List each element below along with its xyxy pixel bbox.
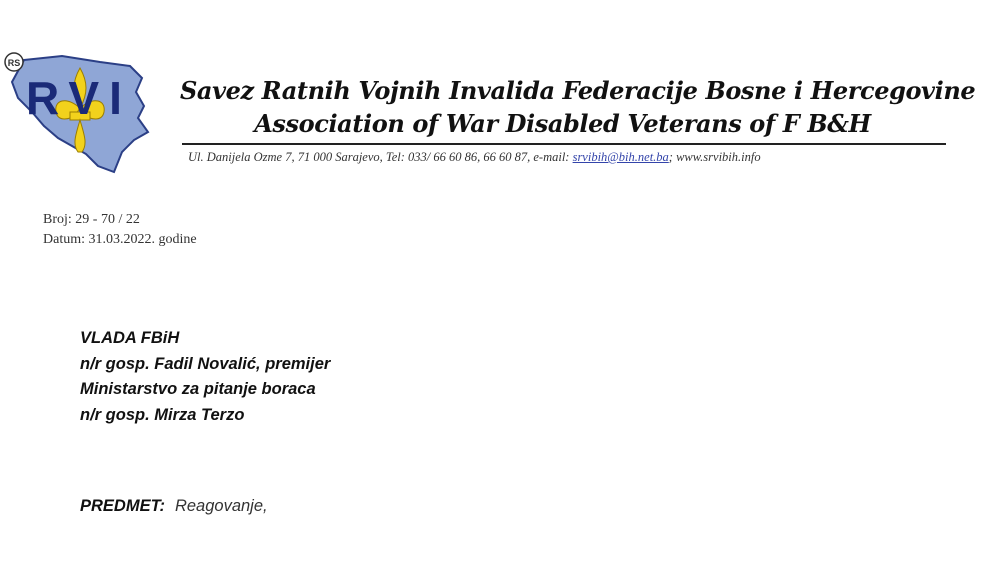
subject-value: Reagovanje, [174,497,268,515]
logo-letters: RVI [26,72,132,124]
recipient-line: n/r gosp. Mirza Terzo [80,405,245,424]
reference-date: Datum: 31.03.2022. godine [43,232,197,247]
recipient-line: Ministarstvo za pitanje boraca [80,380,316,398]
reference-number: Broj: 29 - 70 / 22 [43,212,140,227]
org-title-bosnian: Savez Ratnih Vojnih Invalida Federacije Bosne i Hercegovine [180,76,976,105]
recipient-line: VLADA FBiH [80,329,180,347]
org-title-english: Association of War Disabled Veterans of F B&H [254,109,871,138]
recipient-line: n/r gosp. Fadil Novalić, premijer [80,354,331,373]
subject-line [80,497,268,516]
rvi-logo [2,48,158,178]
contact-website: ; www.srvibih.info [668,150,761,164]
contact-address: Ul. Danijela Ozme 7, 71 000 Sarajevo, Tel: 033/ 66 60 86, 66 60 87, e-mail: [188,150,573,164]
contact-email-link[interactable]: srvibih@bih.net.ba [572,150,669,164]
recipient-block [80,326,330,428]
logo-badge-text: RS [7,58,21,68]
subject-label: PREDMET: [80,497,165,515]
header-divider [182,143,946,145]
contact-line [188,150,761,165]
rvi-logo-graphic [2,48,158,178]
